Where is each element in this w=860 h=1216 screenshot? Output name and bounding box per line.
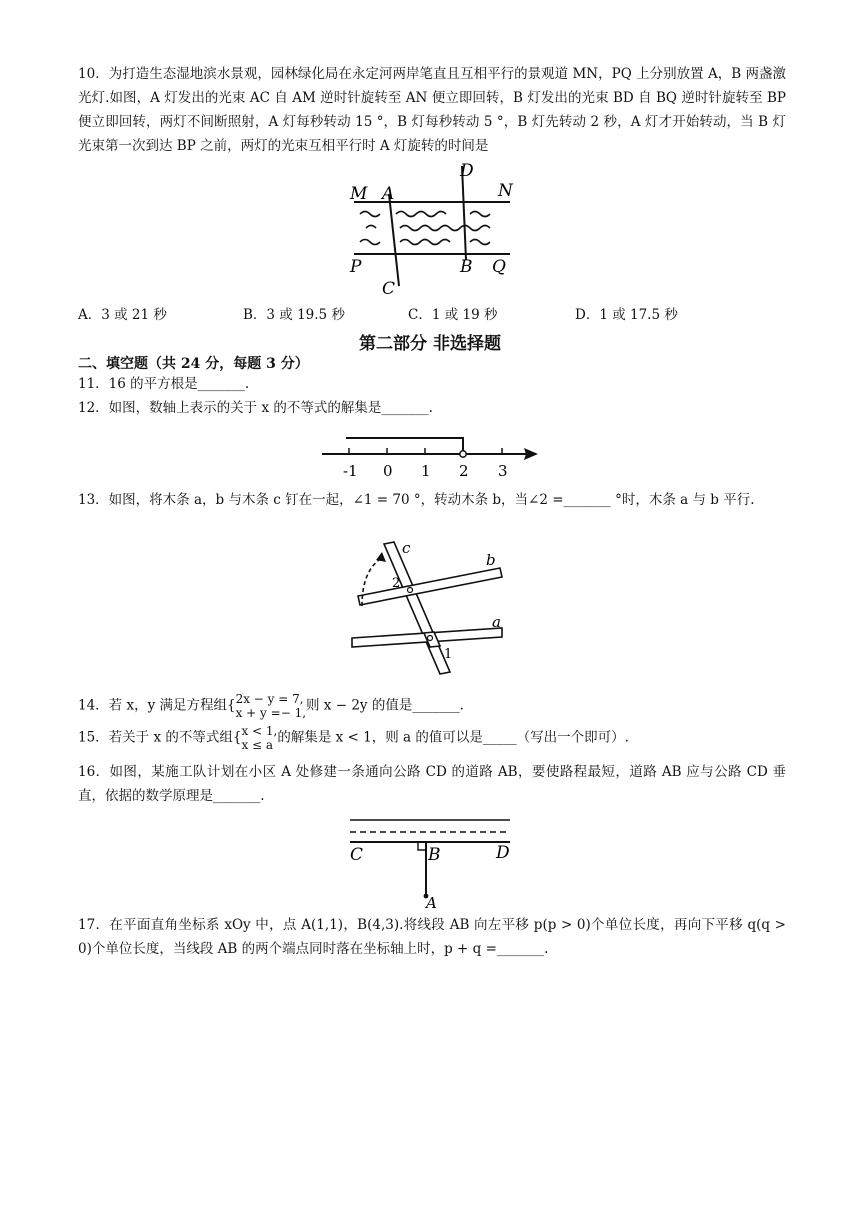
q14-prefix: 14．若 x，y 满足方程组{ xyxy=(78,697,236,714)
q14-suffix: 则 x − 2y 的值是_______. xyxy=(306,697,464,714)
q12-number-line xyxy=(316,424,546,482)
q12-text: 12．如图，数轴上表示的关于 x 的不等式的解集是_______. xyxy=(78,400,433,416)
label-M: M xyxy=(350,184,368,204)
tick-2: 2 xyxy=(459,462,469,480)
q15-text xyxy=(78,724,786,752)
q14-eq2: x + y =− 1, xyxy=(235,706,307,720)
label-C: C xyxy=(382,279,396,298)
tick-0: 0 xyxy=(383,462,393,480)
tick-1: 1 xyxy=(421,462,431,480)
q15-system xyxy=(241,724,277,752)
angle-1: 1 xyxy=(444,647,453,662)
label-C: C xyxy=(350,845,364,865)
label-D: D xyxy=(460,161,474,181)
section-title: 二、填空题（共 24 分，每题 3 分） xyxy=(78,356,309,372)
q14-text xyxy=(78,692,786,720)
angle-2: 2 xyxy=(392,576,401,591)
tick-minus1: -1 xyxy=(343,462,358,480)
label-N: N xyxy=(498,181,513,201)
label-A: A xyxy=(426,894,437,908)
label-P: P xyxy=(350,257,362,277)
label-A: A xyxy=(382,184,395,204)
q13-text: 13．如图，将木条 a，b 与木条 c 钉在一起，∠1 = 70 °，转动木条 b，当∠2 =_______ °时，木条 a 与 b 平行. xyxy=(78,492,755,508)
q11-text: 11．16 的平方根是_______. xyxy=(78,376,250,392)
label-B: B xyxy=(428,845,441,865)
label-B: B xyxy=(460,257,473,277)
q10-option-c: C．1 或 19 秒 xyxy=(408,307,498,323)
label-D: D xyxy=(496,843,510,863)
q10-option-d: D．1 或 17.5 秒 xyxy=(575,307,678,323)
label-a: a xyxy=(492,613,501,631)
q10-option-b: B．3 或 19.5 秒 xyxy=(243,307,345,323)
q15-suffix: 的解集是 x < 1，则 a 的值可以是_____（写出一个即可）. xyxy=(277,729,629,746)
tick-3: 3 xyxy=(498,462,508,480)
q13-figure xyxy=(340,540,520,680)
q10-option-a: A．3 或 21 秒 xyxy=(78,307,167,323)
label-Q: Q xyxy=(492,257,506,277)
q15-eq2: x ≤ a xyxy=(241,738,274,752)
q14-system xyxy=(236,692,306,720)
q14-eq1: 2x − y = 7, xyxy=(235,692,304,706)
q15-prefix: 15．若关于 x 的不等式组{ xyxy=(78,729,242,746)
q10-figure xyxy=(340,158,520,298)
q16-text: 16．如图，某施工队计划在小区 A 处修建一条通向公路 CD 的道路 AB，要使路程最短，道路 AB 应与公路 CD 垂直，依据的数学原理是_______. xyxy=(78,764,786,804)
part-title: 第二部分 非选择题 xyxy=(359,334,501,354)
q16-figure xyxy=(340,812,520,908)
label-b: b xyxy=(486,551,496,569)
label-c: c xyxy=(402,540,411,557)
q10-text: 10．为打造生态湿地滨水景观，园林绿化局在永定河两岸笔直且互相平行的景观道 MN，PQ 上分别放置 A，B 两盏激光灯.如图，A 灯发出的光束 AC 自 AM 逆时针旋转至 AN 便立即回转，B 灯发出的光束 BD 自 BQ 逆时针旋转至 BP 便立即回转，两灯不间断照射，A 灯每秒转动 15 °，B 灯每秒转动 5 °，B 灯先转动 2 秒，A 灯才开始转动，当 B 灯光束第一次到达 BP 之前，两灯的光束互相平行时 A 灯旋转的时间是 xyxy=(78,66,786,154)
q15-eq1: x < 1, xyxy=(241,724,278,738)
q17-text: 17．在平面直角坐标系 xOy 中，点 A(1,1)，B(4,3).将线段 AB 向左平移 p(p > 0)个单位长度，再向下平移 q(q > 0)个单位长度，当线段 AB 的两个端点同时落在坐标轴上时，p + q =_______. xyxy=(78,917,786,957)
